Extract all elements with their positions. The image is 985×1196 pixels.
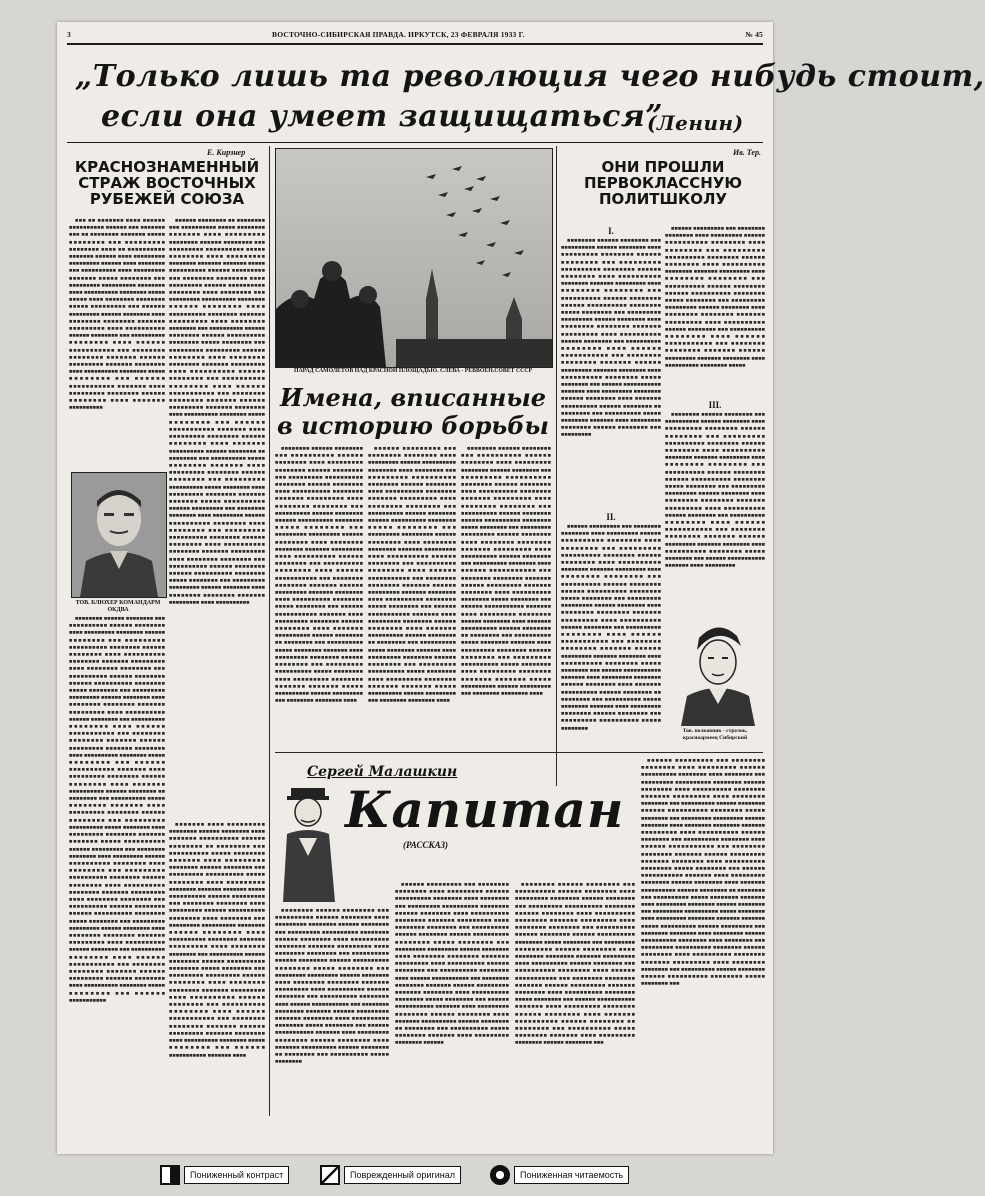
story-title: Капитан	[345, 780, 625, 839]
story-subtitle: (РАССКАЗ)	[403, 840, 449, 850]
right-headline-line-2: ПЕРВОКЛАССНУЮ	[583, 173, 743, 192]
legend-low-contrast	[160, 1164, 289, 1186]
issue-number: № 45	[745, 30, 763, 39]
soldier-sketch	[675, 616, 761, 726]
legend-damaged-original	[320, 1164, 461, 1186]
section-mark-1: I.	[608, 226, 614, 236]
left-article-byline: Е. Кирзнер	[207, 148, 246, 157]
legend-label-low-readability: Пониженная читаемость	[514, 1166, 629, 1184]
column-divider-left	[269, 146, 270, 1116]
center-headline	[275, 384, 551, 440]
right-headline-line-3: ПОЛИТШКОЛУ	[598, 189, 728, 208]
low-readability-icon	[490, 1165, 510, 1185]
newspaper-title: ВОСТОЧНО-СИБИРСКАЯ ПРАВДА. ИРКУТСК, 23 ФЕВРАЛЯ 1933 Г.	[272, 30, 525, 39]
left-article-headline	[69, 160, 265, 207]
blucher-portrait	[71, 472, 167, 598]
right-column-2a: ■■■■■■ ■■■■■■■■■ ■■■ ■■■■■■■■ ■■■■■■■■ ■■■■ ■■■■■■■■■ ■■■■■■ ■■■■■■■■■■ ■■■■■■■■ ■■■■ ■■■■■■■■ ■■■ ■■■■■■■■■ ■■■■■■■■■■ ■■■■■■■■ ■■■■■■ ■■■■■■■■ ■■■■ ■■■■■■■■■■ ■■■■■■■■ ■■■■■■■ ■■■■■■■■■ ■■■■ ■■■■■■■■ ■■■■■■■■ ■■■ ■■■■■■■■■■ ■■■■■■ ■■■■■■■■ ■■■■■■ ■■■■■■■■■■ ■■■■■■■■ ■■■■■ ■■■■■■■■ ■■■ ■■■■■■■■■ ■■■■■■■■■ ■■■■■■ ■■■■■■■■ ■■■■ ■■■■■■■■ ■■■■■■■■ ■■■■■■■ ■■■■■■■■■ ■■■■ ■■■■■■■■■■ ■■■■■■ ■■■■■■■■ ■■■ ■■■■■■■■■■ ■■■■■■■■ ■■■■ ■■■■■■ ■■■■■■■■■■■ ■■■ ■■■■■■■■ ■■■■■■■■ ■■■■■■■ ■■■■■■ ■■■■■■■■■ ■■■■■■■ ■■■■■■■■ ■■■■ ■■■■■■■■■■ ■■■■■■■■ ■■■■■	[665, 226, 765, 369]
soldier-portrait-icon	[675, 616, 761, 726]
center-column-2: ■■■■■■ ■■■■■■■■■ ■■■ ■■■■■■■■ ■■■■■■■■ ■■■■ ■■■■■■■■■ ■■■■■■ ■■■■■■■■■■ ■■■■■■■■ ■■■■ ■■■■■■■■ ■■■ ■■■■■■■■■ ■■■■■■■■■■ ■■■■■■■■ ■■■■■■ ■■■■■■■■ ■■■■ ■■■■■■■■■■ ■■■■■■■■ ■■■■■■■ ■■■■■■■■■ ■■■■ ■■■■■■■■ ■■■■■■■■ ■■■ ■■■■■■■■■■ ■■■■■■ ■■■■■■■■ ■■■■■■ ■■■■■■■■■■ ■■■■■■■■ ■■■■■ ■■■■■■■■ ■■■ ■■■■■■■■■ ■■■■■■■■■ ■■■■■■ ■■■■■■■■ ■■■■ ■■■■■■■■ ■■■■■■■■ ■■■■■■■ ■■■■■■■■■ ■■■■ ■■■■■■■■■■ ■■■■■■ ■■■■■■■■ ■■■ ■■■■■■■■■■ ■■■■■■■■ ■■■■ ■■■■■■ ■■■■■■■■■■■ ■■■ ■■■■■■■■ ■■■■■■■■ ■■■■■■■ ■■■■■■ ■■■■■■■■■ ■■■■■■■ ■■■■■■■■ ■■■■ ■■■■■■■■■■ ■■■■■■■■ ■■■■■ ■■■■■■■■ ■■■ ■■■■■■ ■■■■■■■■■■■ ■■■■■■■ ■■■■ ■■■■■■■■■ ■■■■■■■■ ■■■■■■ ■■■■■■■■ ■■■■ ■■■■■■■ ■■■■■■■■■■ ■■■■■■ ■■■■■■■■ ■■ ■■■■■■■■ ■■■ ■■■■■■■■■■ ■■■■■ ■■■■■■■■ ■■■■■■■ ■■■■ ■■■■■■■■■ ■■■■■■■■ ■■■■■■ ■■■■■■■■ ■■■ ■■■■■■■■■ ■■■■■■■■■■ ■■■■■ ■■■■■■■■ ■■■■ ■■■■■■■■■ ■■■■■■■■ ■■■■■■■ ■■■■■■■ ■■■■■ ■■■■■■■■■■ ■■■■■■ ■■■■■■■■■ ■■■ ■■■■■■■■ ■■■■■■■■ ■■■■	[368, 446, 456, 705]
masthead	[57, 30, 773, 44]
story-column-1: ■■■■■■■■ ■■■■■■ ■■■■■■■■ ■■■ ■■■■■■■■■■ ■■■■■■ ■■■■■■■■ ■■■■ ■■■■■■■■■ ■■■■■■■■ ■■■■■■ ■■■■■■■■ ■■■ ■■■■■■■■■ ■■■■■■■■■■ ■■■■■■■■ ■■■■■■ ■■■■■■■■ ■■■■ ■■■■■■■■■■ ■■■■■■■■ ■■■■■■■ ■■■■■■■■■ ■■■■ ■■■■■■■■ ■■■■■■■■ ■■■ ■■■■■■■■■■ ■■■■■■ ■■■■■■■■ ■■■■■■ ■■■■■■■■■■ ■■■■■■■■ ■■■■■ ■■■■■■■■ ■■■ ■■■■■■■■■ ■■■■■■■■■ ■■■■■■ ■■■■■■■■ ■■■■ ■■■■■■■■ ■■■■■■■■ ■■■■■■■ ■■■■■■■■■ ■■■■ ■■■■■■■■■■ ■■■■■■ ■■■■■■■■ ■■■ ■■■■■■■■■■ ■■■■■■■■ ■■■■ ■■■■■■ ■■■■■■■■■■■ ■■■ ■■■■■■■■ ■■■■■■■■ ■■■■■■■ ■■■■■■ ■■■■■■■■■ ■■■■■■■ ■■■■■■■■ ■■■■ ■■■■■■■■■■ ■■■■■■■■ ■■■■■ ■■■■■■■■ ■■■ ■■■■■■ ■■■■■■■■■■■ ■■■■■■■ ■■■■ ■■■■■■■■■ ■■■■■■■■ ■■■■■■ ■■■■■■■■ ■■■■ ■■■■■■■ ■■■■■■■■■■ ■■■■■■ ■■■■■■■■ ■■ ■■■■■■■■ ■■■ ■■■■■■■■■■ ■■■■■ ■■■■■■■■	[275, 908, 389, 1066]
story-column-2: ■■■■■■ ■■■■■■■■■ ■■■ ■■■■■■■■ ■■■■■■■■ ■■■■ ■■■■■■■■■ ■■■■■■ ■■■■■■■■■■ ■■■■■■■■ ■■■■ ■■■■■■■■ ■■■ ■■■■■■■■■ ■■■■■■■■■■ ■■■■■■■■ ■■■■■■ ■■■■■■■■ ■■■■ ■■■■■■■■■■ ■■■■■■■■ ■■■■■■■ ■■■■■■■■■ ■■■■ ■■■■■■■■ ■■■■■■■■ ■■■ ■■■■■■■■■■ ■■■■■■ ■■■■■■■■ ■■■■■■ ■■■■■■■■■■ ■■■■■■■■ ■■■■■ ■■■■■■■■ ■■■ ■■■■■■■■■ ■■■■■■■■■ ■■■■■■ ■■■■■■■■ ■■■■ ■■■■■■■■ ■■■■■■■■ ■■■■■■■ ■■■■■■■■■ ■■■■ ■■■■■■■■■■ ■■■■■■ ■■■■■■■■ ■■■ ■■■■■■■■■■ ■■■■■■■■ ■■■■ ■■■■■■ ■■■■■■■■■■■ ■■■ ■■■■■■■■ ■■■■■■■■ ■■■■■■■ ■■■■■■ ■■■■■■■■■ ■■■■■■■ ■■■■■■■■ ■■■■ ■■■■■■■■■■ ■■■■■■■■ ■■■■■ ■■■■■■■■ ■■■ ■■■■■■ ■■■■■■■■■■■ ■■■■■■■ ■■■■ ■■■■■■■■■ ■■■■■■■■ ■■■■■■ ■■■■■■■■ ■■■■ ■■■■■■■ ■■■■■■■■■■ ■■■■■■ ■■■■■■■■ ■■ ■■■■■■■■ ■■■ ■■■■■■■■■■ ■■■■■ ■■■■■■■■ ■■■■■■■ ■■■■ ■■■■■■■■■ ■■■■■■■■ ■■■■■■	[395, 882, 509, 1047]
page-number: 3	[67, 30, 71, 39]
right-article-byline: Ив. Тер.	[733, 148, 761, 157]
masthead-rule	[67, 43, 763, 45]
quality-legend	[160, 1158, 640, 1190]
parade-aircraft-icon	[276, 149, 552, 367]
slogan-author: (Ленин)	[647, 111, 744, 135]
right-article-headline	[561, 160, 765, 207]
section-mark-2: II.	[606, 512, 616, 522]
parade-caption: ПАРАД САМОЛЕТОВ НАД КРАСНОЙ ПЛОЩАДЬЮ. СЛЕВА - РЕВВОЕН.СОВЕТ СССР	[293, 368, 533, 374]
story-top-rule	[275, 752, 763, 753]
newspaper-page	[57, 22, 985, 1154]
left-article-column-3: ■■■■■■■■ ■■■■■■ ■■■■■■■■ ■■■ ■■■■■■■■■■ ■■■■■■ ■■■■■■■■ ■■■■ ■■■■■■■■■ ■■■■■■■■ ■■■■■■ ■■■■■■■■ ■■■ ■■■■■■■■■ ■■■■■■■■■■ ■■■■■■■■ ■■■■■■ ■■■■■■■■ ■■■■ ■■■■■■■■■■ ■■■■■■■■ ■■■■■■■ ■■■■■■■■■ ■■■■ ■■■■■■■■ ■■■■■■■■ ■■■ ■■■■■■■■■■ ■■■■■■ ■■■■■■■■ ■■■■■■ ■■■■■■■■■■ ■■■■■■■■ ■■■■■ ■■■■■■■■ ■■■ ■■■■■■■■■ ■■■■■■■■■ ■■■■■■ ■■■■■■■■ ■■■■ ■■■■■■■■ ■■■■■■■■ ■■■■■■■ ■■■■■■■■■ ■■■■ ■■■■■■■■■■ ■■■■■■ ■■■■■■■■ ■■■ ■■■■■■■■■■ ■■■■■■■■ ■■■■ ■■■■■■ ■■■■■■■■■■■ ■■■ ■■■■■■■■ ■■■■■■■■ ■■■■■■■ ■■■■■■ ■■■■■■■■■ ■■■■■■■ ■■■■■■■■ ■■■■ ■■■■■■■■■■ ■■■■■■■■ ■■■■■ ■■■■■■■■ ■■■ ■■■■■■ ■■■■■■■■■■■ ■■■■■■■ ■■■■ ■■■■■■■■■ ■■■■■■■■ ■■■■■■ ■■■■■■■■ ■■■■ ■■■■■■■ ■■■■■■■■■■ ■■■■■■ ■■■■■■■■ ■■ ■■■■■■■■ ■■■ ■■■■■■■■■■ ■■■■■ ■■■■■■■■ ■■■■■■■ ■■■■ ■■■■■■■■■ ■■■■■■■■ ■■■■■■ ■■■■■■■■ ■■■ ■■■■■■■■■ ■■■■■■■■■■ ■■■■■ ■■■■■■■■ ■■■■ ■■■■■■■■■ ■■■■■■■■ ■■■■■■■ ■■■■■■■ ■■■■■ ■■■■■■■■■■ ■■■■■■ ■■■■■■■■■ ■■■ ■■■■■■■■ ■■■■■■■■ ■■■■ ■■■■■■■■■ ■■■■■■ ■■■■■■■■■■ ■■■■■■■■ ■■■■ ■■■■■■■■ ■■■ ■■■■■■■■■ ■■■■■■■■■■ ■■■■■■■■ ■■■■■■ ■■■■■■■■ ■■■■ ■■■■■■■■■■ ■■■■■■■■ ■■■■■■■ ■■■■■■■■■ ■■■■ ■■■■■■■■ ■■■■■■■■ ■■■ ■■■■■■■■■■ ■■■■■■ ■■■■■■■■ ■■■■■■ ■■■■■■■■■■ ■■■■■■■■ ■■■■■ ■■■■■■■■ ■■■ ■■■■■■■■■ ■■■■■■■■■ ■■■■■■ ■■■■■■■■ ■■■■ ■■■■■■■■ ■■■■■■■■ ■■■■■■■ ■■■■■■■■■ ■■■■ ■■■■■■■■■■ ■■■■■■ ■■■■■■■■ ■■■ ■■■■■■■■■■ ■■■■■■■■ ■■■■ ■■■■■■ ■■■■■■■■■■■ ■■■ ■■■■■■■■ ■■■■■■■■ ■■■■■■■ ■■■■■■ ■■■■■■■■■ ■■■■■■■ ■■■■■■■■ ■■■■ ■■■■■■■■■■ ■■■■■■■■ ■■■■■ ■■■■■■■■ ■■■ ■■■■■■ ■■■■■■■■■■■	[69, 616, 165, 1004]
slogan-rule	[67, 142, 763, 143]
center-headline-line-2: в историю борьбы	[277, 411, 549, 440]
right-column-1b: ■■■■■■ ■■■■■■■■■ ■■■ ■■■■■■■■ ■■■■■■■■ ■■■■ ■■■■■■■■■ ■■■■■■ ■■■■■■■■■■ ■■■■■■■■ ■■■■ ■■■■■■■■ ■■■ ■■■■■■■■■ ■■■■■■■■■■ ■■■■■■■■ ■■■■■■ ■■■■■■■■ ■■■■ ■■■■■■■■■■ ■■■■■■■■ ■■■■■■■ ■■■■■■■■■ ■■■■ ■■■■■■■■ ■■■■■■■■ ■■■ ■■■■■■■■■■ ■■■■■■ ■■■■■■■■ ■■■■■■ ■■■■■■■■■■ ■■■■■■■■ ■■■■■ ■■■■■■■■ ■■■ ■■■■■■■■■ ■■■■■■■■■ ■■■■■■ ■■■■■■■■ ■■■■ ■■■■■■■■ ■■■■■■■■ ■■■■■■■ ■■■■■■■■■ ■■■■ ■■■■■■■■■■ ■■■■■■ ■■■■■■■■ ■■■ ■■■■■■■■■■ ■■■■■■■■ ■■■■ ■■■■■■ ■■■■■■■■■■■ ■■■ ■■■■■■■■ ■■■■■■■■ ■■■■■■■ ■■■■■■ ■■■■■■■■■ ■■■■■■■ ■■■■■■■■ ■■■■ ■■■■■■■■■■ ■■■■■■■■ ■■■■■ ■■■■■■■■ ■■■ ■■■■■■ ■■■■■■■■■■■ ■■■■■■■ ■■■■ ■■■■■■■■■ ■■■■■■■■ ■■■■■■ ■■■■■■■■ ■■■■ ■■■■■■■ ■■■■■■■■■■ ■■■■■■ ■■■■■■■■ ■■ ■■■■■■■■ ■■■ ■■■■■■■■■■ ■■■■■ ■■■■■■■■ ■■■■■■■ ■■■■ ■■■■■■■■■ ■■■■■■■■ ■■■■■■ ■■■■■■■■ ■■■ ■■■■■■■■■ ■■■■■■■■■■ ■■■■■ ■■■■■■■■	[561, 524, 661, 732]
slogan-line-1: „Только лишь та революция чего нибудь стоит,	[75, 59, 985, 94]
section-mark-3: III.	[708, 400, 722, 410]
parade-photo	[275, 148, 553, 368]
left-headline-line-3: РУБЕЖЕЙ СОЮЗА	[89, 189, 245, 208]
portrait-icon	[72, 473, 166, 597]
center-column-3: ■■■■■■■■ ■■■■■■ ■■■■■■■■ ■■■ ■■■■■■■■■■ ■■■■■■ ■■■■■■■■ ■■■■ ■■■■■■■■■ ■■■■■■■■ ■■■■■■ ■■■■■■■■ ■■■ ■■■■■■■■■ ■■■■■■■■■■ ■■■■■■■■ ■■■■■■ ■■■■■■■■ ■■■■ ■■■■■■■■■■ ■■■■■■■■ ■■■■■■■ ■■■■■■■■■ ■■■■ ■■■■■■■■ ■■■■■■■■ ■■■ ■■■■■■■■■■ ■■■■■■ ■■■■■■■■ ■■■■■■ ■■■■■■■■■■ ■■■■■■■■ ■■■■■ ■■■■■■■■ ■■■ ■■■■■■■■■ ■■■■■■■■■ ■■■■■■ ■■■■■■■■ ■■■■ ■■■■■■■■ ■■■■■■■■ ■■■■■■■ ■■■■■■■■■ ■■■■ ■■■■■■■■■■ ■■■■■■ ■■■■■■■■ ■■■ ■■■■■■■■■■ ■■■■■■■■ ■■■■ ■■■■■■ ■■■■■■■■■■■ ■■■ ■■■■■■■■ ■■■■■■■■ ■■■■■■■ ■■■■■■ ■■■■■■■■■ ■■■■■■■ ■■■■■■■■ ■■■■ ■■■■■■■■■■ ■■■■■■■■ ■■■■■ ■■■■■■■■ ■■■ ■■■■■■ ■■■■■■■■■■■ ■■■■■■■ ■■■■ ■■■■■■■■■ ■■■■■■■■ ■■■■■■ ■■■■■■■■ ■■■■ ■■■■■■■ ■■■■■■■■■■ ■■■■■■ ■■■■■■■■ ■■ ■■■■■■■■ ■■■ ■■■■■■■■■■ ■■■■■ ■■■■■■■■ ■■■■■■■ ■■■■ ■■■■■■■■■ ■■■■■■■■ ■■■■■■ ■■■■■■■■ ■■■ ■■■■■■■■■ ■■■■■■■■■■ ■■■■■ ■■■■■■■■ ■■■■ ■■■■■■■■■ ■■■■■■■■ ■■■■■■■ ■■■■■■■ ■■■■■ ■■■■■■■■■■ ■■■■■■ ■■■■■■■■■ ■■■ ■■■■■■■■ ■■■■■■■■ ■■■■	[461, 446, 551, 697]
left-headline-line-2: СТРАЖ ВОСТОЧНЫХ	[78, 173, 256, 192]
story-column-3: ■■■■■■■■ ■■■■■■ ■■■■■■■■ ■■■ ■■■■■■■■■■ ■■■■■■ ■■■■■■■■ ■■■■ ■■■■■■■■■ ■■■■■■■■ ■■■■■■ ■■■■■■■■ ■■■ ■■■■■■■■■ ■■■■■■■■■■ ■■■■■■■■ ■■■■■■ ■■■■■■■■ ■■■■ ■■■■■■■■■■ ■■■■■■■■ ■■■■■■■ ■■■■■■■■■ ■■■■ ■■■■■■■■ ■■■■■■■■ ■■■ ■■■■■■■■■■ ■■■■■■ ■■■■■■■■ ■■■■■■ ■■■■■■■■■■ ■■■■■■■■ ■■■■■ ■■■■■■■■ ■■■ ■■■■■■■■■ ■■■■■■■■■ ■■■■■■ ■■■■■■■■ ■■■■ ■■■■■■■■ ■■■■■■■■ ■■■■■■■ ■■■■■■■■■ ■■■■ ■■■■■■■■■■ ■■■■■■ ■■■■■■■■ ■■■ ■■■■■■■■■■ ■■■■■■■■ ■■■■ ■■■■■■ ■■■■■■■■■■■ ■■■ ■■■■■■■■ ■■■■■■■■ ■■■■■■■ ■■■■■■ ■■■■■■■■■ ■■■■■■■ ■■■■■■■■ ■■■■ ■■■■■■■■■■ ■■■■■■■■ ■■■■■ ■■■■■■■■ ■■■ ■■■■■■ ■■■■■■■■■■■ ■■■■■■■ ■■■■ ■■■■■■■■■ ■■■■■■■■ ■■■■■■ ■■■■■■■■ ■■■■ ■■■■■■■ ■■■■■■■■■■ ■■■■■■ ■■■■■■■■ ■■ ■■■■■■■■ ■■■ ■■■■■■■■■■ ■■■■■ ■■■■■■■■ ■■■■■■■ ■■■■ ■■■■■■■■■ ■■■■■■■■ ■■■■■■ ■■■■■■■■ ■■■	[515, 882, 635, 1047]
captain-illustration	[277, 782, 341, 902]
slogan-line-2: если она умеет защищаться”	[101, 99, 663, 134]
legend-label-low-contrast: Пониженный контраст	[184, 1166, 289, 1184]
soldier-caption: Тов. полковник - стрелок, красноармеец Сибирский	[682, 728, 748, 741]
center-headline-line-1: Имена, вписанные	[279, 383, 547, 412]
captain-figure-icon	[277, 782, 341, 902]
left-article-column-4: ■■■■■■■ ■■■■ ■■■■■■■■■ ■■■■■■■■ ■■■■■■ ■■■■■■■■ ■■■■ ■■■■■■■ ■■■■■■■■■■ ■■■■■■ ■■■■■■■■ ■■ ■■■■■■■■ ■■■ ■■■■■■■■■■ ■■■■■ ■■■■■■■■ ■■■■■■■ ■■■■ ■■■■■■■■■ ■■■■■■■■ ■■■■■■ ■■■■■■■■ ■■■ ■■■■■■■■■ ■■■■■■■■■■ ■■■■■ ■■■■■■■■ ■■■■ ■■■■■■■■■ ■■■■■■■■ ■■■■■■■ ■■■■■■■ ■■■■■ ■■■■■■■■■■ ■■■■■■ ■■■■■■■■■ ■■■ ■■■■■■■■ ■■■■■■■■ ■■■■ ■■■■■■■■■ ■■■■■■ ■■■■■■■■■■ ■■■■■■■■ ■■■■ ■■■■■■■■ ■■■ ■■■■■■■■■ ■■■■■■■■■■ ■■■■■■■■ ■■■■■■ ■■■■■■■■ ■■■■ ■■■■■■■■■■ ■■■■■■■■ ■■■■■■■ ■■■■■■■■■ ■■■■ ■■■■■■■■ ■■■■■■■■ ■■■ ■■■■■■■■■■ ■■■■■■ ■■■■■■■■ ■■■■■■ ■■■■■■■■■■ ■■■■■■■■ ■■■■■ ■■■■■■■■ ■■■ ■■■■■■■■■ ■■■■■■■■■ ■■■■■■ ■■■■■■■■ ■■■■ ■■■■■■■■ ■■■■■■■■ ■■■■■■■ ■■■■■■■■■ ■■■■ ■■■■■■■■■■ ■■■■■■ ■■■■■■■■ ■■■ ■■■■■■■■■■ ■■■■■■■■ ■■■■ ■■■■■■ ■■■■■■■■■■■ ■■■ ■■■■■■■■ ■■■■■■■■ ■■■■■■■ ■■■■■■ ■■■■■■■■■ ■■■■■■■ ■■■■■■■■ ■■■■ ■■■■■■■■■■ ■■■■■■■■ ■■■■■ ■■■■■■■■ ■■■ ■■■■■■ ■■■■■■■■■■■ ■■■■■■■ ■■■■	[169, 822, 265, 1059]
legend-low-readability	[490, 1164, 629, 1186]
damaged-original-icon	[320, 1165, 340, 1185]
column-divider-right	[556, 146, 557, 786]
right-headline-line-1: ОНИ ПРОШЛИ	[601, 158, 725, 176]
blucher-caption: ТОВ. БЛЮХЕР КОМАНДАРМ ОКДВА	[75, 600, 161, 613]
left-article-column-2: ■■■■■■ ■■■■■■■■ ■■ ■■■■■■■■ ■■■ ■■■■■■■■■■ ■■■■■ ■■■■■■■■ ■■■■■■■ ■■■■ ■■■■■■■■■ ■■■■■■■■ ■■■■■■ ■■■■■■■■ ■■■ ■■■■■■■■■ ■■■■■■■■■■ ■■■■■ ■■■■■■■■ ■■■■ ■■■■■■■■■ ■■■■■■■■ ■■■■■■■ ■■■■■■■ ■■■■■ ■■■■■■■■■■ ■■■■■■ ■■■■■■■■■ ■■■ ■■■■■■■■ ■■■■■■■■ ■■■■ ■■■■■■■■■ ■■■■■■ ■■■■■■■■■■ ■■■■■■■■ ■■■■ ■■■■■■■■ ■■■ ■■■■■■■■■ ■■■■■■■■■■ ■■■■■■■■ ■■■■■■ ■■■■■■■■ ■■■■ ■■■■■■■■■■ ■■■■■■■■ ■■■■■■■ ■■■■■■■■■ ■■■■ ■■■■■■■■ ■■■■■■■■ ■■■ ■■■■■■■■■■ ■■■■■■ ■■■■■■■■ ■■■■■■ ■■■■■■■■■■ ■■■■■■■■ ■■■■■ ■■■■■■■■ ■■■ ■■■■■■■■■ ■■■■■■■■■ ■■■■■■ ■■■■■■■■ ■■■■ ■■■■■■■■ ■■■■■■■■ ■■■■■■■ ■■■■■■■■■ ■■■■ ■■■■■■■■■■ ■■■■■■ ■■■■■■■■ ■■■ ■■■■■■■■■■ ■■■■■■■■ ■■■■ ■■■■■■ ■■■■■■■■■■■ ■■■ ■■■■■■■■ ■■■■■■■■ ■■■■■■■ ■■■■■■ ■■■■■■■■■ ■■■■■■■ ■■■■■■■■ ■■■■ ■■■■■■■■■■ ■■■■■■■■ ■■■■■ ■■■■■■■■ ■■■ ■■■■■■ ■■■■■■■■■■■ ■■■■■■■ ■■■■ ■■■■■■■■■ ■■■■■■■■ ■■■■■■ ■■■■■■■■ ■■■■ ■■■■■■■ ■■■■■■■■■■ ■■■■■■ ■■■■■■■■ ■■ ■■■■■■■■ ■■■ ■■■■■■■■■■ ■■■■■ ■■■■■■■■ ■■■■■■■ ■■■■ ■■■■■■■■■ ■■■■■■■■ ■■■■■■ ■■■■■■■■ ■■■ ■■■■■■■■■ ■■■■■■■■■■ ■■■■■ ■■■■■■■■ ■■■■ ■■■■■■■■■ ■■■■■■■■ ■■■■■■■ ■■■■■■■ ■■■■■ ■■■■■■■■■■ ■■■■■■ ■■■■■■■■■ ■■■ ■■■■■■■■ ■■■■■■■■ ■■■■ ■■■■■■■■■ ■■■■■■ ■■■■■■■■■■ ■■■■■■■■ ■■■■ ■■■■■■■■ ■■■ ■■■■■■■■■ ■■■■■■■■■■ ■■■■■■■■ ■■■■■■ ■■■■■■■■ ■■■■ ■■■■■■■■■■ ■■■■■■■■ ■■■■■■■ ■■■■■■■■■ ■■■■ ■■■■■■■■ ■■■■■■■■ ■■■ ■■■■■■■■■■ ■■■■■■ ■■■■■■■■ ■■■■■■ ■■■■■■■■■■ ■■■■■■■■ ■■■■■ ■■■■■■■■ ■■■ ■■■■■■■■■ ■■■■■■■■■ ■■■■■■ ■■■■■■■■ ■■■■ ■■■■■■■■ ■■■■■■■■ ■■■■■■■ ■■■■■■■■■ ■■■■ ■■■■■■■■■■	[169, 218, 265, 606]
low-contrast-icon	[160, 1165, 180, 1185]
right-column-1a: ■■■■■■■■ ■■■■■■ ■■■■■■■■ ■■■ ■■■■■■■■■■ ■■■■■■ ■■■■■■■■ ■■■■ ■■■■■■■■■ ■■■■■■■■ ■■■■■■ ■■■■■■■■ ■■■ ■■■■■■■■■ ■■■■■■■■■■ ■■■■■■■■ ■■■■■■ ■■■■■■■■ ■■■■ ■■■■■■■■■■ ■■■■■■■■ ■■■■■■■ ■■■■■■■■■ ■■■■ ■■■■■■■■ ■■■■■■■■ ■■■ ■■■■■■■■■■ ■■■■■■ ■■■■■■■■ ■■■■■■ ■■■■■■■■■■ ■■■■■■■■ ■■■■■ ■■■■■■■■ ■■■ ■■■■■■■■■ ■■■■■■■■■ ■■■■■■ ■■■■■■■■ ■■■■ ■■■■■■■■ ■■■■■■■■ ■■■■■■■ ■■■■■■■■■ ■■■■ ■■■■■■■■■■ ■■■■■■ ■■■■■■■■ ■■■ ■■■■■■■■■■ ■■■■■■■■ ■■■■ ■■■■■■ ■■■■■■■■■■■ ■■■ ■■■■■■■■ ■■■■■■■■ ■■■■■■■ ■■■■■■ ■■■■■■■■■ ■■■■■■■ ■■■■■■■■ ■■■■ ■■■■■■■■■■ ■■■■■■■■ ■■■■■ ■■■■■■■■ ■■■ ■■■■■■ ■■■■■■■■■■■ ■■■■■■■ ■■■■ ■■■■■■■■■ ■■■■■■■■ ■■■■■■ ■■■■■■■■ ■■■■ ■■■■■■■ ■■■■■■■■■■ ■■■■■■ ■■■■■■■■ ■■ ■■■■■■■■ ■■■ ■■■■■■■■■■ ■■■■■ ■■■■■■■■ ■■■■■■■ ■■■■ ■■■■■■■■■ ■■■■■■■■ ■■■■■■ ■■■■■■■■ ■■■ ■■■■■■■■■	[561, 238, 661, 439]
left-article-column-1: ■■■ ■■ ■■■■■■■ ■■■■ ■■■■■■ ■■■■■■■■■■ ■■■■■■ ■■■ ■■■■■■■ ■■■ ■■ ■■■■■■■■ ■■■■■■■ ■■■■■ ■■■■■■■■ ■■■ ■■■■■■■■■ ■■■■■■■■ ■■■■ ■■ ■■■■■■■■■■ ■■■■■■■ ■■■■■■ ■■■■ ■■■■■■■■■ ■■■■■■■■■ ■■■■■■ ■■■■ ■■■■■■■■ ■■■ ■■■■■■■■■■ ■■■■ ■■■■■■■■■ ■■■■■■■ ■■■■■ ■■■■■■■■ ■■■ ■■■■■■■■■ ■■■■■■■■■■ ■■■■■■■■ ■■■■ ■■■■■■■■■■ ■■■■■■■■ ■■■■■ ■■■■■ ■■■■ ■■■■■■■■ ■■■■■■■■ ■■■■■ ■■■■■■■■■ ■■■ ■■■■■■ ■■■■■■■■■ ■■■■■■ ■■■■■■■■ ■■■■ ■■■■■■■■ ■■■■■■■■ ■■■■■■■ ■■■■■■■■■ ■■■■ ■■■■■■■■■■ ■■■■■■ ■■■■■■■■ ■■■ ■■■■■■■■■■ ■■■■■■■■ ■■■■ ■■■■■■ ■■■■■■■■■■■ ■■■ ■■■■■■■■ ■■■■■■■■ ■■■■■■■ ■■■■■■ ■■■■■■■■■ ■■■■■■■ ■■■■■■■■ ■■■■ ■■■■■■■■■■ ■■■■■■■■ ■■■■■ ■■■■■■■■ ■■■ ■■■■■■ ■■■■■■■■■■■ ■■■■■■■ ■■■■ ■■■■■■■■■ ■■■■■■■■ ■■■■■■ ■■■■■■■■ ■■■■ ■■■■■■■ ■■■■■■■■■■	[69, 218, 165, 412]
left-headline-line-1: КРАСНОЗНАМЕННЫЙ	[74, 158, 260, 176]
center-column-1: ■■■■■■■■ ■■■■■■ ■■■■■■■■ ■■■ ■■■■■■■■■■ ■■■■■■ ■■■■■■■■ ■■■■ ■■■■■■■■■ ■■■■■■■■ ■■■■■■ ■■■■■■■■ ■■■ ■■■■■■■■■ ■■■■■■■■■■ ■■■■■■■■ ■■■■■■ ■■■■■■■■ ■■■■ ■■■■■■■■■■ ■■■■■■■■ ■■■■■■■ ■■■■■■■■■ ■■■■ ■■■■■■■■ ■■■■■■■■ ■■■ ■■■■■■■■■■ ■■■■■■ ■■■■■■■■ ■■■■■■ ■■■■■■■■■■ ■■■■■■■■ ■■■■■ ■■■■■■■■ ■■■ ■■■■■■■■■ ■■■■■■■■■ ■■■■■■ ■■■■■■■■ ■■■■ ■■■■■■■■ ■■■■■■■■ ■■■■■■■ ■■■■■■■■■ ■■■■ ■■■■■■■■■■ ■■■■■■ ■■■■■■■■ ■■■ ■■■■■■■■■■ ■■■■■■■■ ■■■■ ■■■■■■ ■■■■■■■■■■■ ■■■ ■■■■■■■■ ■■■■■■■■ ■■■■■■■ ■■■■■■ ■■■■■■■■■ ■■■■■■■ ■■■■■■■■ ■■■■ ■■■■■■■■■■ ■■■■■■■■ ■■■■■ ■■■■■■■■ ■■■ ■■■■■■ ■■■■■■■■■■■ ■■■■■■■ ■■■■ ■■■■■■■■■ ■■■■■■■■ ■■■■■■ ■■■■■■■■ ■■■■ ■■■■■■■ ■■■■■■■■■■ ■■■■■■ ■■■■■■■■ ■■ ■■■■■■■■ ■■■ ■■■■■■■■■■ ■■■■■ ■■■■■■■■ ■■■■■■■ ■■■■ ■■■■■■■■■ ■■■■■■■■ ■■■■■■ ■■■■■■■■ ■■■ ■■■■■■■■■ ■■■■■■■■■■ ■■■■■ ■■■■■■■■ ■■■■ ■■■■■■■■■ ■■■■■■■■ ■■■■■■■ ■■■■■■■ ■■■■■ ■■■■■■■■■■ ■■■■■■ ■■■■■■■■■ ■■■ ■■■■■■■■ ■■■■■■■■ ■■■■	[275, 446, 363, 705]
right-column-2b: ■■■■■■■■ ■■■■■■ ■■■■■■■■ ■■■ ■■■■■■■■■■ ■■■■■■ ■■■■■■■■ ■■■■ ■■■■■■■■■ ■■■■■■■■ ■■■■■■ ■■■■■■■■ ■■■ ■■■■■■■■■ ■■■■■■■■■■ ■■■■■■■■ ■■■■■■ ■■■■■■■■ ■■■■ ■■■■■■■■■■ ■■■■■■■■ ■■■■■■■ ■■■■■■■■■ ■■■■ ■■■■■■■■ ■■■■■■■■ ■■■ ■■■■■■■■■■ ■■■■■■ ■■■■■■■■ ■■■■■■ ■■■■■■■■■■ ■■■■■■■■ ■■■■■ ■■■■■■■■ ■■■ ■■■■■■■■■ ■■■■■■■■■ ■■■■■■ ■■■■■■■■ ■■■■ ■■■■■■■■ ■■■■■■■■ ■■■■■■■ ■■■■■■■■■ ■■■■ ■■■■■■■■■■ ■■■■■■ ■■■■■■■■ ■■■ ■■■■■■■■■■ ■■■■■■■■ ■■■■ ■■■■■■ ■■■■■■■■■■■ ■■■ ■■■■■■■■ ■■■■■■■■ ■■■■■■■ ■■■■■■ ■■■■■■■■■ ■■■■■■■ ■■■■■■■■ ■■■■ ■■■■■■■■■■ ■■■■■■■■ ■■■■■ ■■■■■■■■ ■■■ ■■■■■■ ■■■■■■■■■■■ ■■■■■■■ ■■■■ ■■■■■■■■■	[665, 412, 765, 570]
legend-label-damaged-original: Поврежденный оригинал	[344, 1166, 461, 1184]
story-column-4: ■■■■■■ ■■■■■■■■■ ■■■ ■■■■■■■■ ■■■■■■■■ ■■■■ ■■■■■■■■■ ■■■■■■ ■■■■■■■■■■ ■■■■■■■■ ■■■■ ■■■■■■■■ ■■■ ■■■■■■■■■ ■■■■■■■■■■ ■■■■■■■■ ■■■■■■ ■■■■■■■■ ■■■■ ■■■■■■■■■■ ■■■■■■■■ ■■■■■■■ ■■■■■■■■■ ■■■■ ■■■■■■■■ ■■■■■■■■ ■■■ ■■■■■■■■■■ ■■■■■■ ■■■■■■■■ ■■■■■■ ■■■■■■■■■■ ■■■■■■■■ ■■■■■ ■■■■■■■■ ■■■ ■■■■■■■■■ ■■■■■■■■■ ■■■■■■ ■■■■■■■■ ■■■■ ■■■■■■■■ ■■■■■■■■ ■■■■■■■ ■■■■■■■■■ ■■■■ ■■■■■■■■■■ ■■■■■■ ■■■■■■■■ ■■■ ■■■■■■■■■■ ■■■■■■■■ ■■■■ ■■■■■■ ■■■■■■■■■■■ ■■■ ■■■■■■■■ ■■■■■■■■ ■■■■■■■ ■■■■■■ ■■■■■■■■■ ■■■■■■■ ■■■■■■■■ ■■■■ ■■■■■■■■■■ ■■■■■■■■ ■■■■■ ■■■■■■■■ ■■■ ■■■■■■ ■■■■■■■■■■■ ■■■■■■■ ■■■■ ■■■■■■■■■ ■■■■■■■■ ■■■■■■ ■■■■■■■■ ■■■■ ■■■■■■■ ■■■■■■■■■■ ■■■■■■ ■■■■■■■■ ■■ ■■■■■■■■ ■■■ ■■■■■■■■■■ ■■■■■ ■■■■■■■■ ■■■■■■■ ■■■■ ■■■■■■■■■ ■■■■■■■■ ■■■■■■ ■■■■■■■■ ■■■ ■■■■■■■■■ ■■■■■■■■■■ ■■■■■ ■■■■■■■■ ■■■■ ■■■■■■■■■ ■■■■■■■■ ■■■■■■■ ■■■■■■■ ■■■■■ ■■■■■■■■■■ ■■■■■■ ■■■■■■■■■ ■■■ ■■■■■■■■ ■■■■■■■■ ■■■■ ■■■■■■■■■ ■■■■■■ ■■■■■■■■■■ ■■■■■■■■ ■■■■ ■■■■■■■■ ■■■ ■■■■■■■■■ ■■■■■■■■■■ ■■■■■■■■ ■■■■■■ ■■■■■■■■ ■■■■ ■■■■■■■■■■ ■■■■■■■■ ■■■■■■■ ■■■■■■■■■ ■■■■ ■■■■■■■■ ■■■■■■■■ ■■■ ■■■■■■■■■■ ■■■■■■ ■■■■■■■■ ■■■■■■ ■■■■■■■■■■ ■■■■■■■■ ■■■■■ ■■■■■■■■ ■■■	[641, 758, 765, 988]
story-author: Сергей Малашкин	[307, 764, 458, 780]
